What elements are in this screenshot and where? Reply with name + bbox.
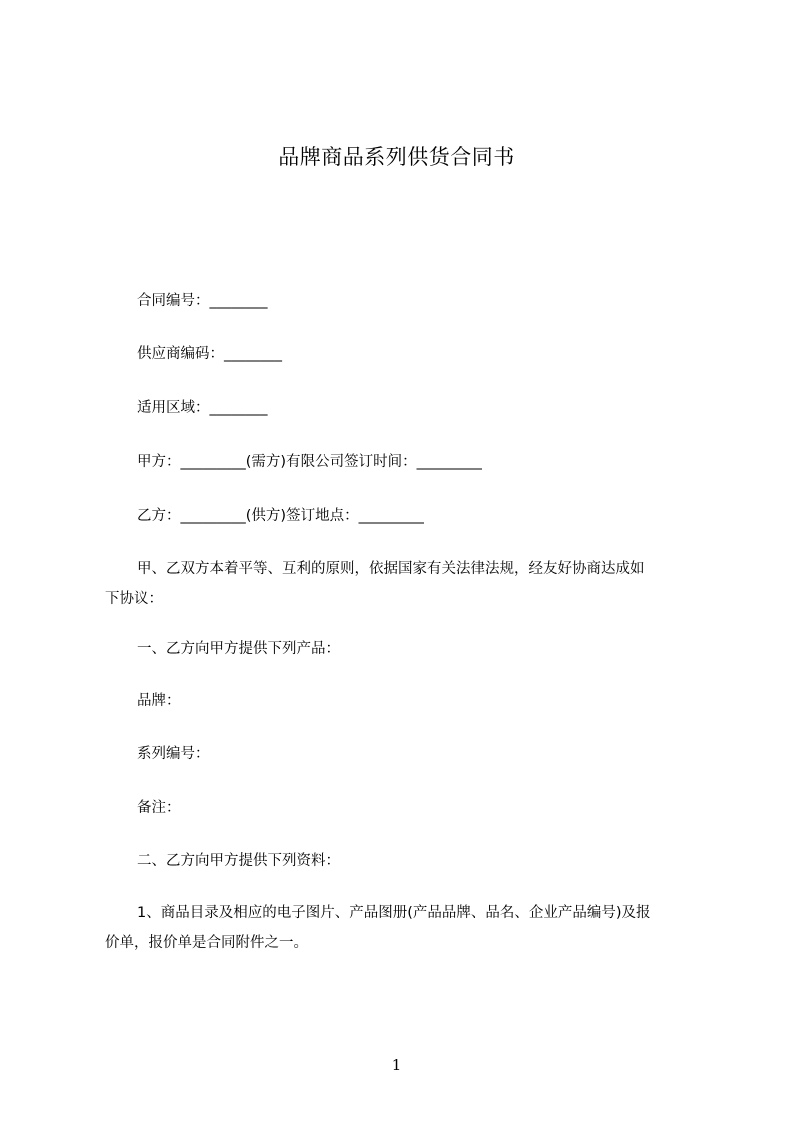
supplier-code-field: 供应商编码：________	[137, 346, 282, 362]
section-2-item-1	[105, 898, 717, 958]
document-title: 品牌商品系列供货合同书	[278, 145, 515, 169]
item-1-line-1: 1、商品目录及相应的电子图片、产品图册(产品品牌、品名、企业产品编号)及报	[137, 905, 651, 921]
intro-line-1: 甲、乙双方本着平等、互利的原则，依据国家有关法律法规，经友好协商达成如	[137, 561, 645, 577]
series-number-field: 系列编号：	[137, 746, 210, 762]
contract-number-field: 合同编号：________	[137, 293, 268, 309]
section-1-heading: 一、乙方向甲方提供下列产品：	[137, 641, 340, 657]
intro-line-2: 下协议：	[105, 591, 163, 607]
brand-field: 品牌：	[137, 693, 181, 709]
page-number: 1	[391, 1056, 402, 1074]
party-b-field: 乙方：_________(供方)签订地点：_________	[137, 508, 424, 524]
region-field: 适用区域：________	[137, 400, 268, 416]
remark-field: 备注：	[137, 800, 181, 816]
section-2-heading: 二、乙方向甲方提供下列资料：	[137, 853, 340, 869]
intro-paragraph	[105, 554, 717, 614]
item-1-line-2: 价单，报价单是合同附件之一。	[105, 935, 308, 951]
party-a-field: 甲方：_________(需方)有限公司签订时间：_________	[137, 454, 482, 470]
